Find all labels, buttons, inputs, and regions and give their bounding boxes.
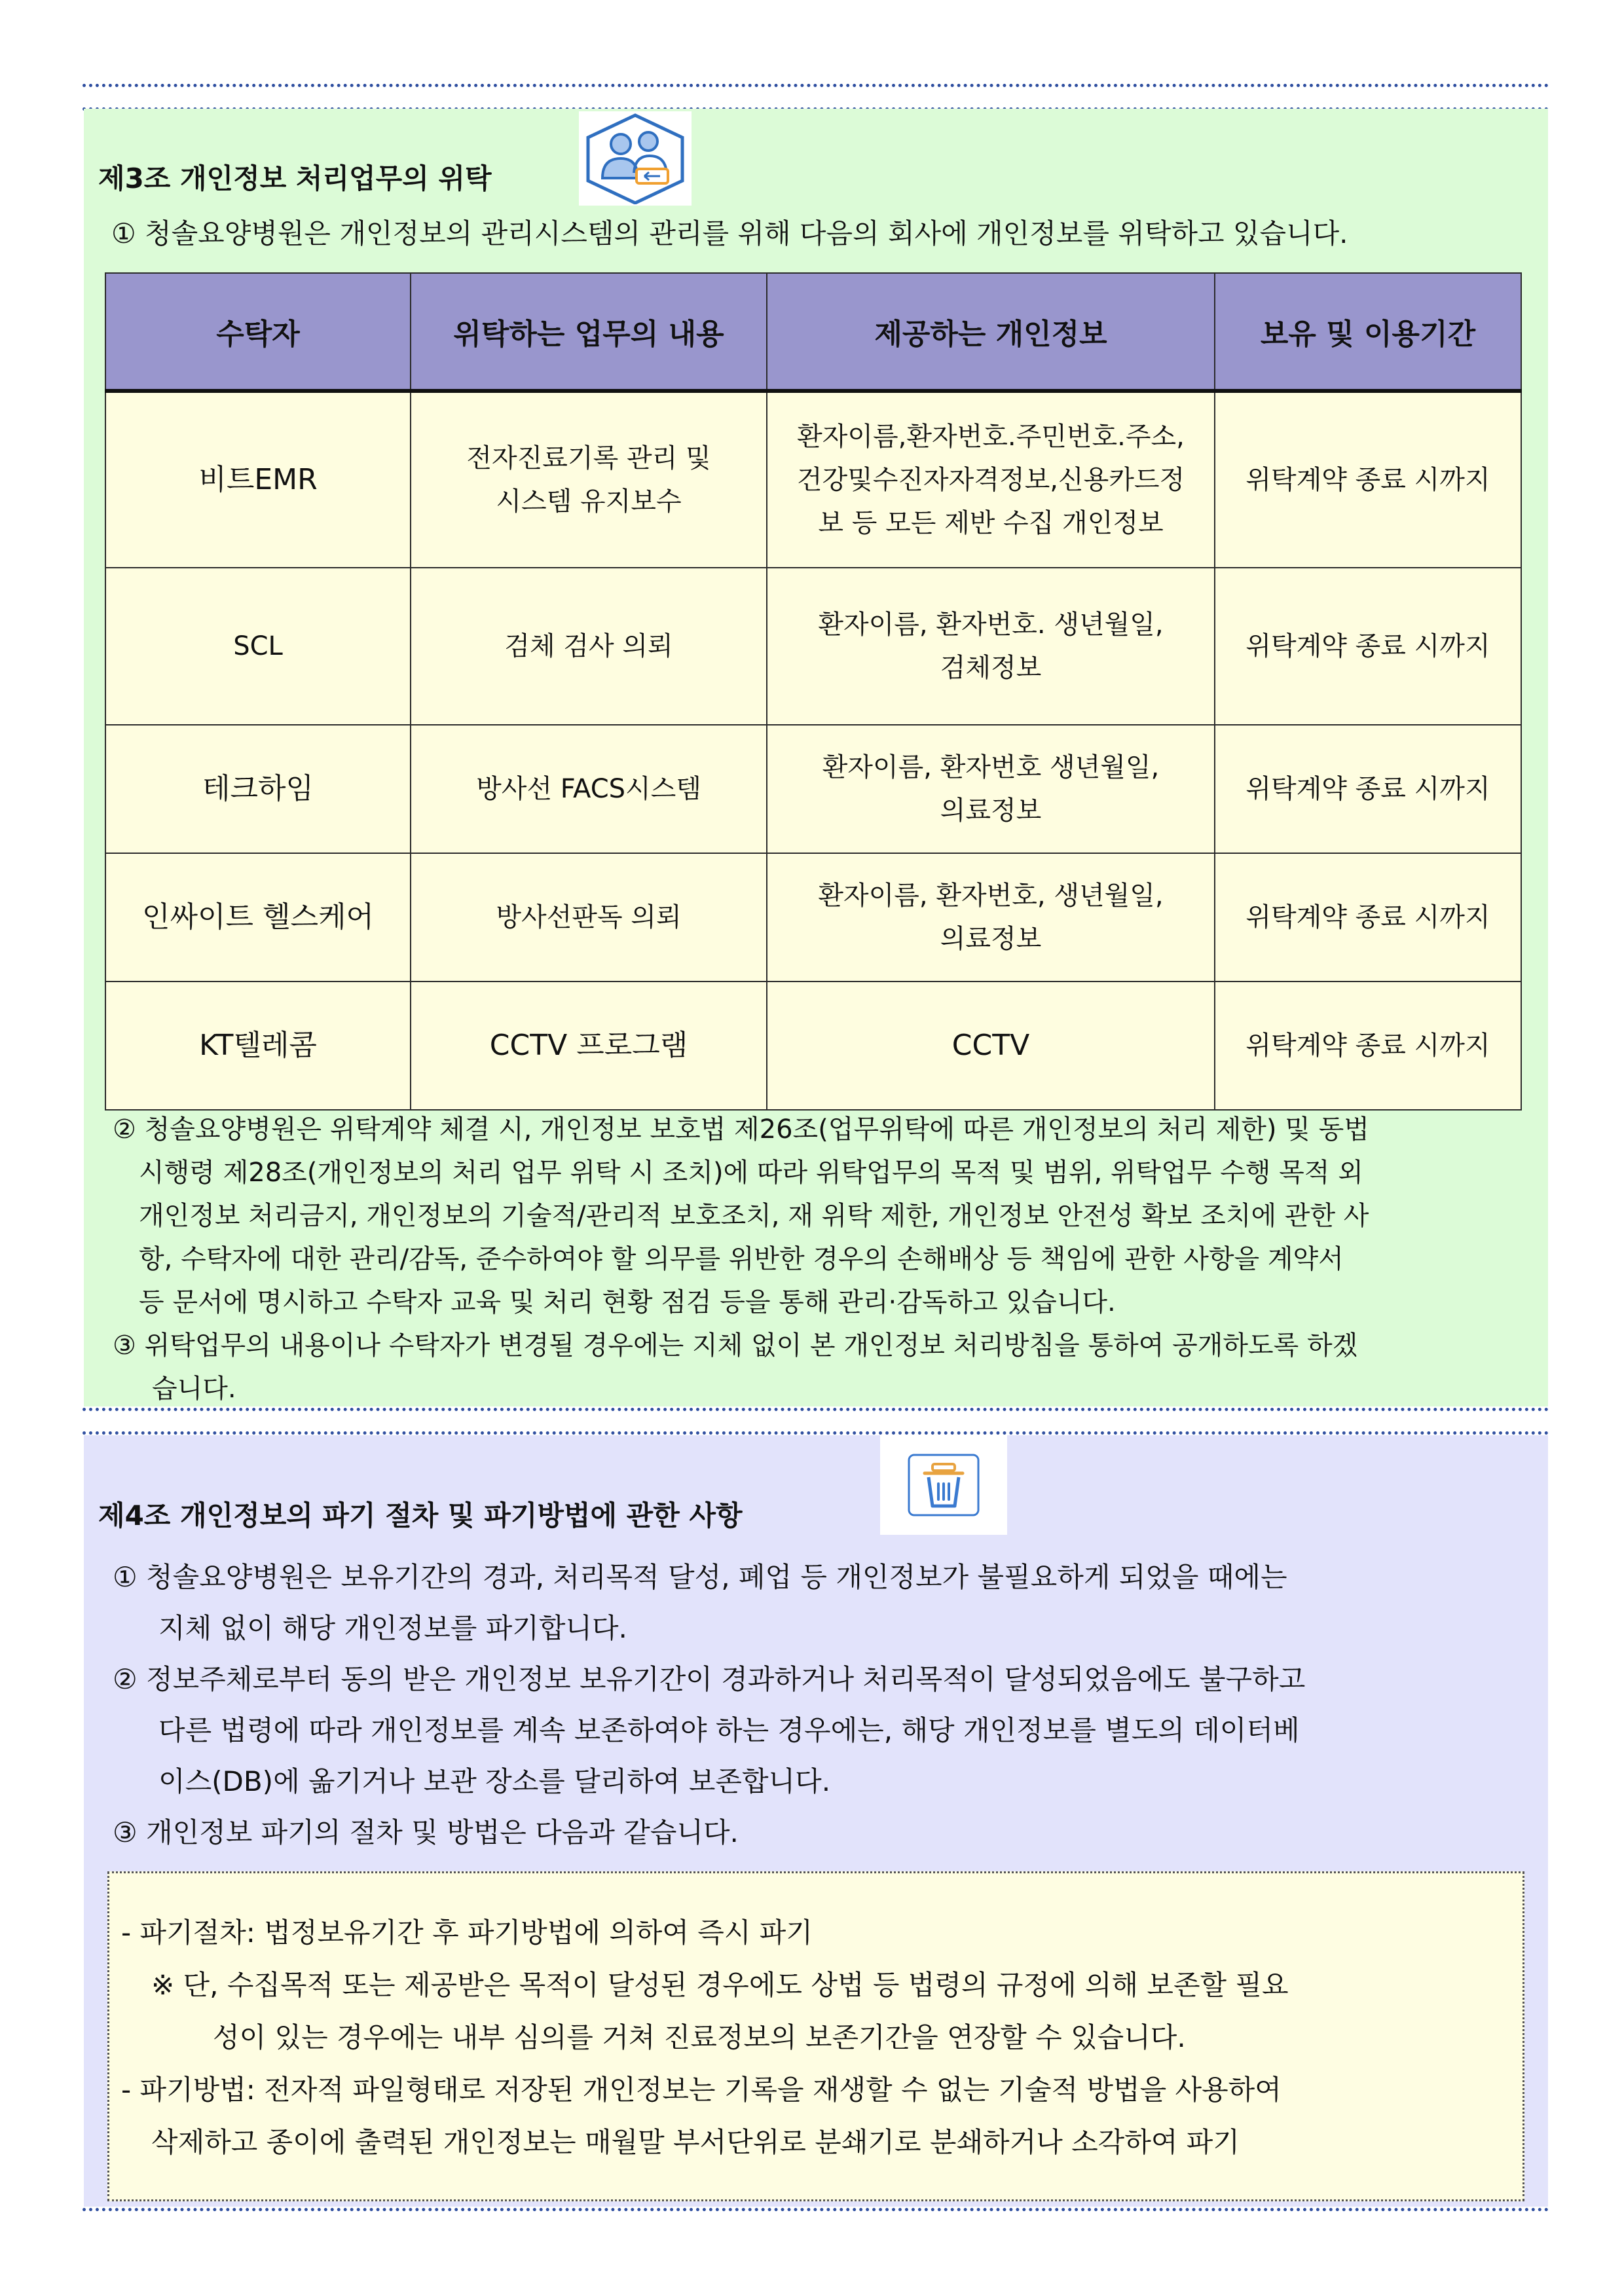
consign-people-icon: [579, 111, 692, 206]
section-4-paragraph-1-line-1: ① 청솔요양병원은 보유기간의 경과, 처리목적 달성, 폐업 등 개인정보가 불필요하게 되었을 때에는: [113, 1561, 1287, 1593]
section-3-paragraph-3-line-2: 습니다.: [152, 1374, 236, 1404]
section-4-paragraph-2-line-2: 다른 법령에 따라 개인정보를 계속 보존하여야 하는 경우에는, 해당 개인정보를 별도의 데이터베: [158, 1714, 1300, 1746]
cell-info-line: 건강및수진자자격정보,신용카드정: [796, 465, 1185, 495]
cell-task-line: 시스템 유지보수: [496, 487, 682, 517]
section-3-paragraph-1: ① 청솔요양병원은 개인정보의 관리시스템의 관리를 위해 다음의 회사에 개인정보를 위탁하고 있습니다.: [111, 217, 1348, 249]
cell-retention: 위탁계약 종료 시까지: [1215, 853, 1521, 982]
table-row: [105, 853, 1521, 982]
cell-task: CCTV 프로그램: [411, 982, 767, 1110]
table-row: [105, 982, 1521, 1110]
cell-info-line: 환자이름, 환자번호 생년월일,: [822, 752, 1160, 782]
divider-sec3-bottom: [83, 1408, 1549, 1411]
header-trustee: 수탁자: [105, 273, 411, 391]
table-row: [105, 568, 1521, 725]
cell-retention: 위탁계약 종료 시까지: [1215, 568, 1521, 725]
cell-provided-info: CCTV: [767, 982, 1215, 1110]
box-line-exception: ※ 단, 수집목적 또는 제공받은 목적이 달성된 경우에도 상법 등 법령의 규정에 의해 보존할 필요: [151, 1969, 1289, 2001]
section-4-paragraph-2-line-3: 이스(DB)에 옮기거나 보관 장소를 달리하여 보존합니다.: [158, 1765, 831, 1797]
cell-retention: 위탁계약 종료 시까지: [1215, 725, 1521, 853]
cell-provided-info: [767, 853, 1215, 982]
section-3-paragraph-2-line-5: 등 문서에 명시하고 수탁자 교육 및 처리 현황 점검 등을 통해 관리·감독하고 있습니다.: [139, 1287, 1116, 1317]
cell-info-line: 환자이름, 환자번호. 생년월일,: [818, 610, 1164, 640]
section-3-title: 제3조 개인정보 처리업무의 위탁: [98, 162, 492, 194]
cell-task-line: 전자진료기록 관리 및: [466, 443, 711, 473]
cell-task: 방사선판독 의뢰: [411, 853, 767, 982]
section-4-paragraph-1-line-2: 지체 없이 해당 개인정보를 파기합니다.: [158, 1612, 627, 1644]
header-task: 위탁하는 업무의 내용: [411, 273, 767, 391]
cell-task: 검체 검사 의뢰: [411, 568, 767, 725]
consignment-table: [105, 272, 1522, 1111]
trash-icon: [880, 1435, 1007, 1535]
cell-task: [411, 391, 767, 568]
cell-trustee: KT텔레콤: [105, 982, 411, 1110]
cell-trustee: 테크하임: [105, 725, 411, 853]
section-4-paragraph-2-line-1: ② 정보주체로부터 동의 받은 개인정보 보유기간이 경과하거나 처리목적이 달성되었음에도 불구하고: [113, 1663, 1306, 1695]
section-3-paragraph-2-line-1: ② 청솔요양병원은 위탁계약 체결 시, 개인정보 보호법 제26조(업무위탁에 따른 개인정보의 처리 제한) 및 동법: [113, 1114, 1369, 1145]
table-row: [105, 725, 1521, 853]
cell-trustee: 인싸이트 헬스케어: [105, 853, 411, 982]
cell-provided-info: [767, 568, 1215, 725]
cell-info-line: 보 등 모든 제반 수집 개인정보: [818, 508, 1164, 538]
cell-provided-info: [767, 725, 1215, 853]
cell-info-line: 환자이름, 환자번호, 생년월일,: [818, 881, 1164, 911]
cell-task: 방사선 FACS시스템: [411, 725, 767, 853]
cell-provided-info: [767, 391, 1215, 568]
cell-trustee: SCL: [105, 568, 411, 725]
header-retention: 보유 및 이용기간: [1215, 273, 1521, 391]
cell-info-line: 의료정보: [940, 924, 1042, 954]
cell-info-line: 검체정보: [940, 653, 1042, 683]
cell-retention: 위탁계약 종료 시까지: [1215, 391, 1521, 568]
section-4-paragraph-3: ③ 개인정보 파기의 절차 및 방법은 다음과 같습니다.: [113, 1816, 739, 1848]
table-header-row: [105, 273, 1521, 391]
box-line-method: - 파기방법: 전자적 파일형태로 저장된 개인정보는 기록을 재생할 수 없는 기술적 방법을 사용하여: [121, 2074, 1282, 2106]
section-3-paragraph-2-line-4: 항, 수탁자에 대한 관리/감독, 준수하여야 할 의무를 위반한 경우의 손해배상 등 책임에 관한 사항을 계약서: [139, 1244, 1344, 1274]
section-3-paragraph-2-line-2: 시행령 제28조(개인정보의 처리 업무 위탁 시 조치)에 따라 위탁업무의 목적 및 범위, 위탁업무 수행 목적 외: [139, 1158, 1363, 1188]
header-provided-info: 제공하는 개인정보: [767, 273, 1215, 391]
cell-retention: 위탁계약 종료 시까지: [1215, 982, 1521, 1110]
divider-sec4-bottom: [83, 2208, 1549, 2211]
table-row: [105, 391, 1521, 568]
box-line-procedure: - 파기절차: 법정보유기간 후 파기방법에 의하여 즉시 파기: [121, 1917, 813, 1949]
section-3-paragraph-3-line-1: ③ 위탁업무의 내용이나 수탁자가 변경될 경우에는 지체 없이 본 개인정보 처리방침을 통하여 공개하도록 하겠: [113, 1331, 1358, 1361]
section-4-title: 제4조 개인정보의 파기 절차 및 파기방법에 관한 사항: [98, 1499, 743, 1532]
box-line-method-cont: 삭제하고 종이에 출력된 개인정보는 매월말 부서단위로 분쇄기로 분쇄하거나 소각하여 파기: [151, 2126, 1240, 2158]
box-line-exception-cont: 성이 있는 경우에는 내부 심의를 거쳐 진료정보의 보존기간을 연장할 수 있습니다.: [213, 2021, 1186, 2053]
destruction-method-box: [107, 1871, 1524, 2201]
divider-top: [83, 84, 1549, 87]
divider-sec4-top: [83, 1431, 1549, 1435]
cell-trustee: 비트EMR: [105, 391, 411, 568]
section-3-paragraph-2-line-3: 개인정보 처리금지, 개인정보의 기술적/관리적 보호조치, 재 위탁 제한, 개인정보 안전성 확보 조치에 관한 사: [139, 1201, 1369, 1231]
cell-info-line: 환자이름,환자번호.주민번호.주소,: [797, 422, 1185, 452]
cell-info-line: 의료정보: [940, 796, 1042, 826]
